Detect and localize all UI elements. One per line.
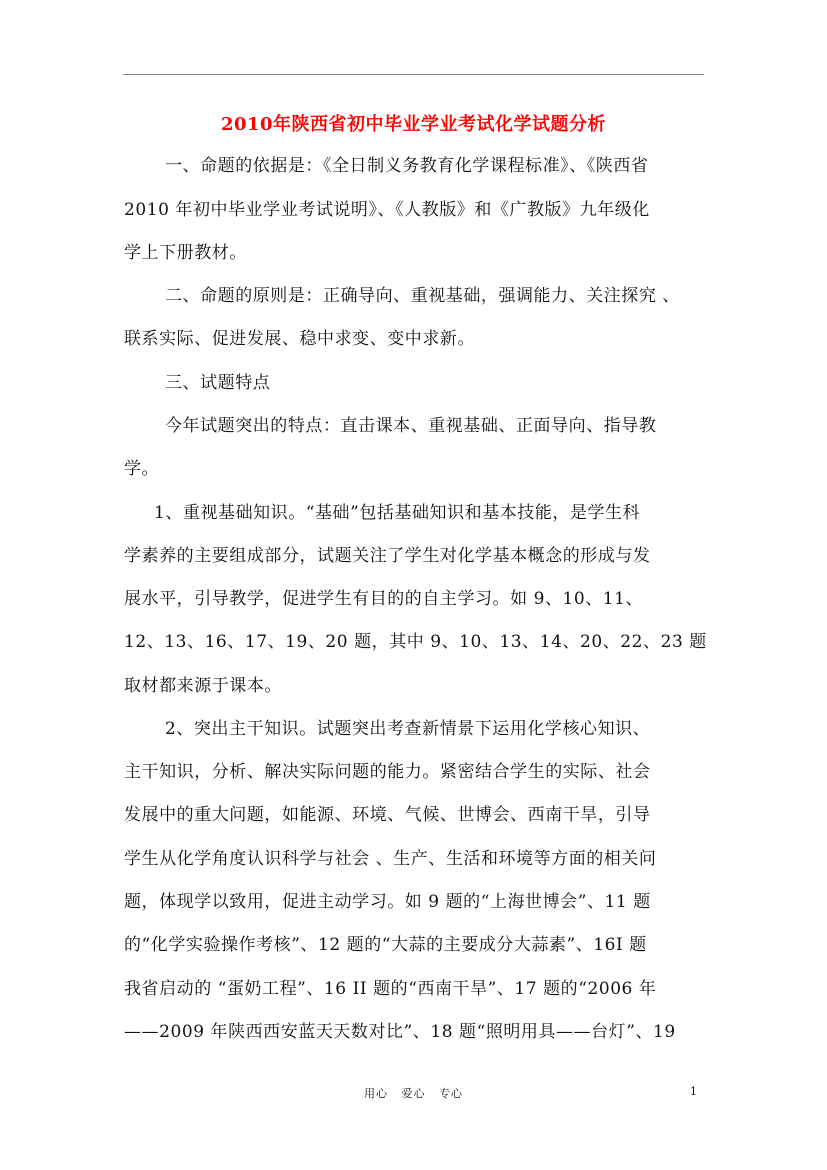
paragraph-line: 2、突出主干知识。试题突出考查新情景下运用化学核心知识、: [165, 719, 651, 739]
paragraph-line: 联系实际、促进发展、稳中求变、变中求新。: [124, 329, 475, 349]
paragraph-line: 今年试题突出的特点：直击课本、重视基础、正面导向、指导教: [165, 416, 657, 436]
paragraph-line: 学上下册教材。: [124, 243, 247, 263]
paragraph-line: 12、13、16、17、19、20 题，其中 9、10、13、14、20、22、23 题: [124, 632, 707, 652]
section-heading: 三、试题特点: [165, 373, 271, 393]
paragraph-line: 题，体现学以致用，促进主动学习。如 9 题的“上海世博会”、11 题: [124, 892, 651, 912]
paragraph-line: 的“化学实验操作考核”、12 题的“大蒜的主要成分大蒜素”、16I 题: [124, 935, 647, 955]
paragraph-line: 学生从化学角度认识科学与社会 、生产、生活和环境等方面的相关问: [124, 849, 657, 869]
paragraph-line: 我省启动的 “蛋奶工程”、16 II 题的“西南干旱”、17 题的“2006 年: [124, 979, 657, 999]
paragraph-line: 学素养的主要组成部分，试题关注了学生对化学基本概念的形成与发: [124, 546, 651, 566]
paragraph-line: 一、命题的依据是：《全日制义务教育化学课程标准》、《陕西省: [165, 156, 649, 176]
paragraph-line: 二、命题的原则是：正确导向、重视基础，强调能力、关注探究 、: [165, 286, 680, 306]
paragraph-line: 主干知识，分析、解决实际问题的能力。紧密结合学生的实际、社会: [124, 762, 651, 782]
paragraph-line: 取材都来源于课本。: [124, 676, 282, 696]
paragraph-line: 展水平，引导教学，促进学生有目的的自主学习。如 9、10、11、: [124, 589, 644, 609]
paragraph-line: 1、重视基础知识。“基础”包括基础知识和基本技能，是学生科: [154, 503, 641, 523]
paragraph-line: 学。: [124, 459, 160, 479]
paragraph-line: 2010 年初中毕业学业考试说明》、《人教版》和《广教版》九年级化: [124, 200, 650, 220]
page-number: 1: [690, 1085, 697, 1098]
footer-motto: 用心 爱心 专心: [364, 1087, 463, 1100]
header-rule: [123, 74, 704, 75]
paragraph-line: ——2009 年陕西西安蓝天天数对比”、18 题“照明用具——台灯”、19: [124, 1022, 676, 1042]
document-title: 2010年陕西省初中毕业学业考试化学试题分析: [220, 114, 607, 135]
paragraph-line: 发展中的重大问题，如能源、环境、气候、世博会、西南干旱，引导: [124, 805, 651, 825]
